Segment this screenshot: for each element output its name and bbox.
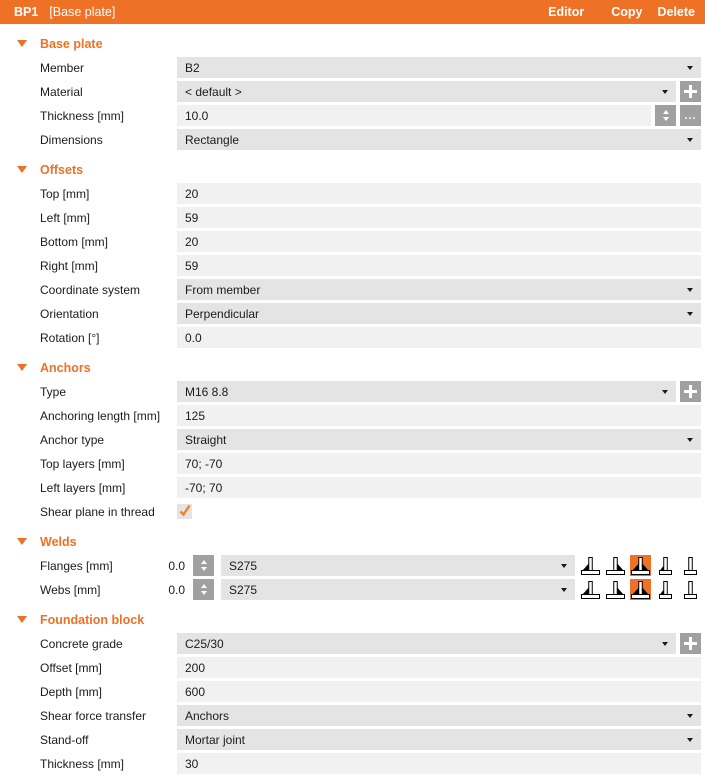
chevron-down-icon <box>687 138 693 142</box>
dropdown-material[interactable] <box>177 81 676 102</box>
collapse-triangle-icon <box>17 616 27 623</box>
dropdown-value: Straight <box>185 432 227 447</box>
fillet-both-glyph <box>630 579 651 600</box>
weld-type-no-weld-icon[interactable] <box>680 579 701 600</box>
fillet-right-glyph <box>605 579 626 600</box>
stepper-down-icon <box>663 117 669 121</box>
dropdown-value: Rectangle <box>185 132 240 147</box>
property-row <box>40 81 701 102</box>
property-row <box>40 477 701 498</box>
property-label: Type <box>40 384 67 399</box>
chevron-down-icon <box>561 588 567 592</box>
dropdown-stand-off[interactable] <box>177 729 701 750</box>
input-anchoring-length-mm-[interactable] <box>177 405 701 426</box>
chevron-down-icon <box>662 642 668 646</box>
property-label: Flanges [mm] <box>40 558 113 573</box>
value-stepper[interactable] <box>193 555 214 576</box>
titlebar <box>0 0 705 24</box>
input-left-layers-mm-[interactable] <box>177 477 701 498</box>
property-row <box>40 753 701 774</box>
property-row <box>40 657 701 678</box>
property-row <box>40 279 701 300</box>
dropdown-value: B2 <box>185 60 200 75</box>
property-label: Top [mm] <box>40 186 90 201</box>
chevron-down-icon <box>561 564 567 568</box>
weld-type-fillet-left-icon[interactable] <box>580 555 601 576</box>
weld-size-input[interactable] <box>150 579 188 600</box>
weld-material-dropdown[interactable] <box>221 555 575 576</box>
property-label: Left layers [mm] <box>40 480 126 495</box>
property-row <box>40 231 701 252</box>
property-row <box>40 579 701 600</box>
section-header-foundation-block[interactable] <box>17 611 705 628</box>
plus-icon <box>684 385 697 398</box>
add-item-button[interactable] <box>680 633 701 654</box>
chevron-down-icon <box>662 390 668 394</box>
stepper-up-icon <box>663 110 669 114</box>
property-label: Thickness [mm] <box>40 756 125 771</box>
weld-type-fillet-both-icon[interactable] <box>630 579 651 600</box>
dropdown-value: S275 <box>229 582 258 597</box>
weld-type-fillet-left-icon[interactable] <box>580 579 601 600</box>
dropdown-coordinate-system[interactable] <box>177 279 701 300</box>
section-header-base-plate[interactable] <box>17 35 705 52</box>
item-type-label: [Base plate] <box>49 5 116 19</box>
plus-icon <box>684 85 697 98</box>
dropdown-shear-force-transfer[interactable] <box>177 705 701 726</box>
property-label: Right [mm] <box>40 258 99 273</box>
input-value: 59 <box>185 210 199 225</box>
property-label: Thickness [mm] <box>40 108 125 123</box>
input-value: 70; -70 <box>185 456 223 471</box>
input-value: -70; 70 <box>185 480 223 495</box>
dropdown-member[interactable] <box>177 57 701 78</box>
input-value: 59 <box>185 258 199 273</box>
add-item-button[interactable] <box>680 381 701 402</box>
collapse-triangle-icon <box>17 364 27 371</box>
section-header-welds[interactable] <box>17 533 705 550</box>
stepper-down-icon <box>201 567 207 571</box>
property-row <box>40 207 701 228</box>
input-bottom-mm-[interactable] <box>177 231 701 252</box>
chevron-down-icon <box>687 66 693 70</box>
property-label: Coordinate system <box>40 282 141 297</box>
weld-type-toggle-group <box>580 555 701 576</box>
weld-type-toggle-group <box>580 579 701 600</box>
property-row <box>40 501 701 522</box>
section-title: Anchors <box>40 360 91 375</box>
weld-type-fillet-right-icon[interactable] <box>605 555 626 576</box>
property-row <box>40 255 701 276</box>
input-value: 20 <box>185 234 199 249</box>
fillet-left-glyph <box>580 555 601 576</box>
property-label: Shear plane in thread <box>40 504 155 519</box>
dropdown-concrete-grade[interactable] <box>177 633 676 654</box>
single-bevel-glyph <box>655 579 676 600</box>
add-item-button[interactable] <box>680 81 701 102</box>
input-right-mm-[interactable] <box>177 255 701 276</box>
weld-type-single-bevel-icon[interactable] <box>655 579 676 600</box>
stepper-up-icon <box>201 560 207 564</box>
property-label: Shear force transfer <box>40 708 147 723</box>
dropdown-value: S275 <box>229 558 258 573</box>
checkbox-shear-plane-in-thread[interactable] <box>177 504 192 519</box>
property-row <box>40 105 701 126</box>
input-rotation-[interactable] <box>177 327 701 348</box>
chevron-down-icon <box>687 738 693 742</box>
property-row <box>40 303 701 324</box>
input-top-layers-mm-[interactable] <box>177 453 701 474</box>
value-stepper[interactable] <box>193 579 214 600</box>
weld-material-dropdown[interactable] <box>221 579 575 600</box>
section-header-offsets[interactable] <box>17 161 705 178</box>
dropdown-value: M16 8.8 <box>185 384 229 399</box>
chevron-down-icon <box>687 714 693 718</box>
property-label: Rotation [°] <box>40 330 100 345</box>
no-weld-glyph <box>680 555 701 576</box>
item-id: BP1 <box>14 5 39 19</box>
plus-icon <box>684 637 697 650</box>
stepper-up-icon <box>201 584 207 588</box>
property-row <box>40 327 701 348</box>
weld-type-fillet-right-icon[interactable] <box>605 579 626 600</box>
property-label: Material <box>40 84 83 99</box>
property-label: Anchor type <box>40 432 105 447</box>
property-label: Orientation <box>40 306 99 321</box>
property-row <box>40 729 701 750</box>
property-label: Stand-off <box>40 732 89 747</box>
property-label: Depth [mm] <box>40 684 103 699</box>
input-value: 10.0 <box>185 108 209 123</box>
property-row <box>40 129 701 150</box>
dropdown-value: From member <box>185 282 261 297</box>
input-value: 20 <box>185 186 199 201</box>
chevron-down-icon <box>662 90 668 94</box>
property-row <box>40 555 701 576</box>
collapse-triangle-icon <box>17 166 27 173</box>
chevron-down-icon <box>687 312 693 316</box>
property-row <box>40 705 701 726</box>
dropdown-type[interactable] <box>177 381 676 402</box>
dropdown-value: Mortar joint <box>185 732 246 747</box>
property-label: Top layers [mm] <box>40 456 125 471</box>
weld-size-value: 0.0 <box>168 582 185 597</box>
input-value: 30 <box>185 756 199 771</box>
property-label: Offset [mm] <box>40 660 102 675</box>
property-label: Dimensions <box>40 132 103 147</box>
dropdown-value: C25/30 <box>185 636 224 651</box>
value-stepper[interactable] <box>655 105 676 126</box>
input-top-mm-[interactable] <box>177 183 701 204</box>
dropdown-dimensions[interactable] <box>177 129 701 150</box>
editor-button[interactable]: Editor <box>548 5 585 19</box>
section-title: Welds <box>40 534 77 549</box>
input-value: 600 <box>185 684 206 699</box>
section-header-anchors[interactable] <box>17 359 705 376</box>
chevron-down-icon <box>687 288 693 292</box>
weld-type-fillet-both-icon[interactable] <box>630 555 651 576</box>
weld-size-value: 0.0 <box>168 558 185 573</box>
input-thickness-mm-[interactable] <box>177 753 701 774</box>
section-title: Offsets <box>40 162 84 177</box>
weld-size-input[interactable] <box>150 555 188 576</box>
property-row <box>40 633 701 654</box>
weld-type-no-weld-icon[interactable] <box>680 555 701 576</box>
no-weld-glyph <box>680 579 701 600</box>
section-title: Base plate <box>40 36 103 51</box>
collapse-triangle-icon <box>17 40 27 47</box>
property-row <box>40 453 701 474</box>
property-label: Anchoring length [mm] <box>40 408 161 423</box>
input-thickness-mm-[interactable] <box>177 105 651 126</box>
property-label: Concrete grade <box>40 636 123 651</box>
input-left-mm-[interactable] <box>177 207 701 228</box>
dropdown-value: < default > <box>185 84 242 99</box>
dropdown-orientation[interactable] <box>177 303 701 324</box>
input-offset-mm-[interactable] <box>177 657 701 678</box>
copy-button[interactable]: Copy <box>611 5 643 19</box>
section-title: Foundation block <box>40 612 145 627</box>
chevron-down-icon <box>687 438 693 442</box>
property-row <box>40 183 701 204</box>
weld-type-single-bevel-icon[interactable] <box>655 555 676 576</box>
checkmark-icon <box>178 504 192 520</box>
fillet-right-glyph <box>605 555 626 576</box>
dropdown-value: Perpendicular <box>185 306 260 321</box>
dropdown-value: Anchors <box>185 708 230 723</box>
fillet-both-glyph <box>630 555 651 576</box>
fillet-left-glyph <box>580 579 601 600</box>
property-row <box>40 429 701 450</box>
ellipsis-icon: ... <box>684 109 697 122</box>
property-row <box>40 405 701 426</box>
property-label: Left [mm] <box>40 210 91 225</box>
delete-button[interactable]: Delete <box>657 5 695 19</box>
property-label: Bottom [mm] <box>40 234 109 249</box>
property-row <box>40 681 701 702</box>
input-value: 200 <box>185 660 206 675</box>
property-label: Webs [mm] <box>40 582 101 597</box>
collapse-triangle-icon <box>17 538 27 545</box>
single-bevel-glyph <box>655 555 676 576</box>
property-panel <box>0 35 705 774</box>
property-row <box>40 57 701 78</box>
property-label: Member <box>40 60 85 75</box>
input-depth-mm-[interactable] <box>177 681 701 702</box>
more-options-button[interactable] <box>680 105 701 126</box>
property-row <box>40 381 701 402</box>
input-value: 125 <box>185 408 206 423</box>
titlebar-actions <box>548 5 695 19</box>
input-value: 0.0 <box>185 330 202 345</box>
dropdown-anchor-type[interactable] <box>177 429 701 450</box>
stepper-down-icon <box>201 591 207 595</box>
